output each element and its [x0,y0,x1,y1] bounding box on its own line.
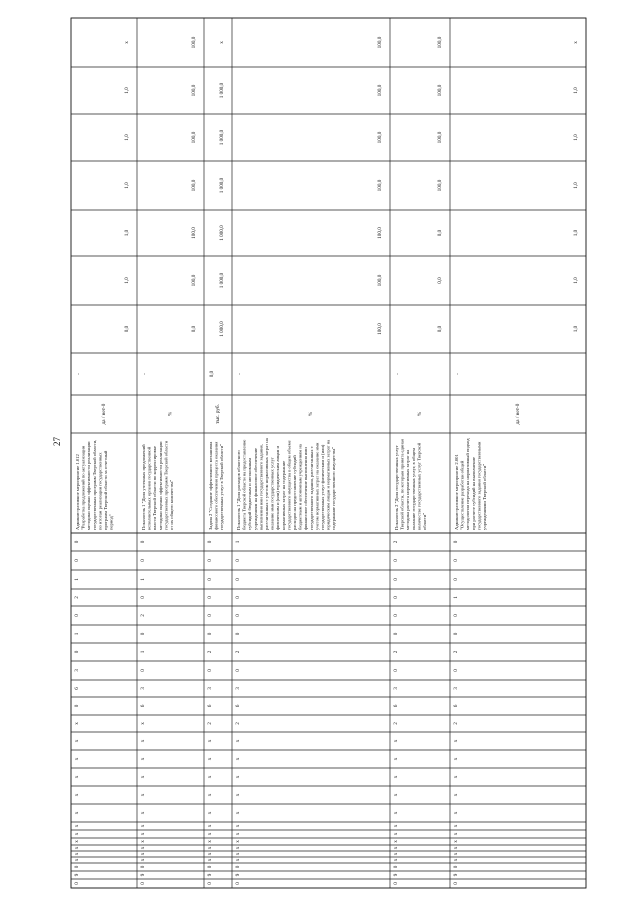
code-cell: 6 [235,704,242,708]
value-cell: 100,0 [437,131,444,144]
row-description: Показатель 2 "Доля государственных услугТверской области, по которым принята единаяметодика расчета нормативных затрат наоказание государственных услуг, в общемколичестве государственных услуг Тверскойобласти" [394,439,427,530]
code-cell: 0 [235,614,242,617]
row-description: Показатель 1 "Доля учтенных предложенийисполнительных органов государственнойвласти Тверской области по корректировкеметодики оценки эффективности реализациигосударственных программ Тверской областиот их общего количества" [141,440,174,530]
code-cell: x [235,846,242,850]
code-cell: x [140,824,147,828]
code-cell: x [453,858,460,862]
value-cell: 100,0 [377,179,384,192]
code-cell: 1 [74,632,81,636]
code-cell: 0 [235,865,242,869]
code-cell: x [207,811,214,815]
code-cell: x [140,858,147,862]
code-cell: 2 [453,722,460,725]
unit-cell: тыс. руб. [215,404,222,424]
value-cell: 100,0 [437,179,444,192]
code-cell: 0 [207,559,214,562]
code-cell: 0 [393,669,400,672]
value-cell: 100,0 [377,84,384,97]
value-cell: 100,0 [191,36,198,49]
code-cell: 0 [74,650,81,654]
code-cell: x [207,858,214,862]
value-cell: 1,0 [124,229,131,237]
unit-cell: % [308,411,315,417]
code-cell: 0 [207,669,214,672]
code-cell: 0 [74,559,81,562]
code-cell: x [393,811,400,815]
row-description: Задача 2 "Создание эффективного механизмафинансового обеспечения процесса оказаниягосударственных услуг в Тверской области" [208,441,225,530]
code-cell: 0 [453,632,460,636]
prev-value-cell: - [237,373,244,375]
code-cell: x [393,739,400,743]
value-cell: 1,0 [124,277,131,284]
code-cell: 0 [74,704,81,708]
code-cell: x [393,840,400,843]
code-cell: 0 [74,614,81,617]
value-cell: 100,0 [377,227,384,239]
code-cell: 0 [140,632,147,636]
code-cell: 0 [453,882,460,885]
code-cell: x [207,832,214,836]
value-cell: 1,0 [573,87,580,94]
code-cell: 1 [140,578,147,581]
code-cell: 0 [74,882,81,885]
value-cell: 0,0 [437,325,444,333]
code-cell: x [235,739,242,743]
prev-value-cell: - [142,373,149,375]
value-cell: x [573,41,580,44]
unit-cell: % [417,411,424,417]
code-cell: x [393,793,400,797]
code-cell: x [453,852,460,856]
prev-value-cell: 0,0 [209,370,216,378]
row-description: Административное мероприятие 2.001"Осуществление разработки общейметодологии перехода на нормативный подходпри расчете субсидий на выполнениегосударственного задания государственнымиучреждениями Тверской области" [454,438,487,530]
value-cell: 100,0 [191,131,198,144]
code-cell: 3 [235,687,242,690]
value-cell: 100,0 [191,84,198,97]
code-cell: x [74,832,81,836]
code-cell: x [140,811,147,815]
value-cell: x [124,41,131,44]
code-cell: 0 [207,540,214,544]
code-cell: 0 [207,882,214,885]
value-cell: 1 000,0 [219,82,226,99]
value-cell: 100,0 [377,323,384,335]
code-cell: 1 [74,578,81,581]
code-cell: 0 [453,540,460,544]
code-cell: 0 [453,578,460,581]
value-cell: 0,0 [124,325,131,333]
code-cell: x [74,840,81,843]
code-cell: x [453,793,460,797]
code-cell: 9 [74,873,81,877]
code-cell: 3 [207,687,214,690]
code-cell: 0 [207,614,214,617]
code-cell: x [140,852,147,856]
code-cell: 0 [140,540,147,544]
code-cell: x [140,840,147,843]
code-cell: 2 [393,650,400,654]
code-cell: 6 [453,704,460,708]
code-cell: 0 [393,596,400,599]
code-cell: x [235,824,242,828]
value-cell: 1 000,0 [219,177,226,194]
code-cell: 0 [235,559,242,562]
code-cell: 6 [393,704,400,708]
code-cell: 2 [235,650,242,654]
code-cell: x [207,824,214,828]
code-cell: x [453,832,460,836]
unit-cell: да / нет-0 [515,403,522,425]
code-cell: 0 [207,632,214,636]
code-cell: 0 [74,865,81,869]
code-cell: x [453,824,460,828]
value-cell: 1,0 [573,182,580,189]
code-cell: 9 [235,873,242,877]
code-cell: 0 [453,614,460,617]
code-cell: 2 [207,650,214,654]
code-cell: x [74,722,81,725]
code-cell: x [74,846,81,850]
code-cell: x [74,811,81,815]
code-cell: 6 [74,687,81,690]
code-cell: x [74,793,81,797]
value-cell: 1 000,0 [219,225,226,241]
prev-value-cell: - [455,373,462,375]
code-cell: 0 [453,669,460,672]
value-cell: x [219,41,226,44]
prev-value-cell: - [395,373,402,375]
code-cell: x [393,846,400,850]
unit-cell: % [167,411,174,417]
code-cell: 2 [74,596,81,599]
code-cell: x [235,793,242,797]
code-cell: 3 [393,687,400,690]
code-cell: 0 [140,669,147,672]
value-cell: 0,0 [437,277,444,284]
value-cell: 100,0 [191,227,198,239]
code-cell: x [207,840,214,843]
row-description: Показатель 1 "Доля расходов областногобюджета Тверской области на предоставлениесубсидий бюджетным и автономнымучреждениям на финансовое обеспечениевыполнения ими государственного задания,рассчитанных с учетом нормативных затрат наоказание ими государственных услугфизическим и (или) юридическим лицам инормативных затрат на содержаниегосударственного имущества в общем объемерасходов на предоставление субсидийбюджетным и автономным учреждениям нафинансовое обеспечение выполнения имигосударственного задания, рассчитанных сучетом нормативных затрат на оказание имигосударственных услуг физическим и (или)юридическим лицам и нормативных затрат насодержание государственного имущества" [236,438,337,530]
value-cell: 0,0 [437,229,444,237]
code-cell: 0 [207,596,214,599]
value-cell: 100,0 [377,274,384,287]
code-cell: x [74,739,81,743]
code-cell: x [140,793,147,797]
value-cell: 0,0 [191,325,198,333]
code-cell: 0 [393,578,400,581]
value-cell: 100,0 [437,84,444,97]
code-cell: 1 [140,650,147,654]
code-cell: 2 [393,722,400,725]
code-cell: x [453,840,460,843]
unit-cell: да / нет-0 [101,403,108,425]
code-cell: 9 [207,873,214,877]
code-cell: x [453,757,460,761]
code-cell: 0 [393,632,400,636]
value-cell: 1,0 [573,277,580,284]
code-cell: x [74,775,81,779]
code-cell: 3 [140,687,147,690]
code-cell: x [235,840,242,843]
value-cell: 1 000,0 [219,272,226,289]
code-cell: 6 [140,704,147,708]
code-cell: x [235,852,242,856]
code-cell: x [140,739,147,743]
code-cell: 2 [235,722,242,725]
code-cell: 0 [393,559,400,562]
code-cell: 1 [235,540,242,544]
code-cell: x [140,846,147,850]
code-cell: x [235,811,242,815]
value-cell: 1,0 [573,325,580,333]
code-cell: x [235,775,242,779]
code-cell: 0 [140,865,147,869]
code-cell: 0 [207,865,214,869]
code-cell: 6 [207,704,214,708]
code-cell: 0 [74,540,81,544]
value-cell: 100,0 [191,179,198,192]
code-cell: 0 [140,596,147,599]
code-cell: x [74,858,81,862]
code-cell: x [140,832,147,836]
code-cell: x [140,722,147,725]
code-cell: 0 [207,578,214,581]
code-cell: 0 [140,882,147,885]
code-cell: 0 [235,669,242,672]
code-cell: 0 [235,882,242,885]
code-cell: x [140,775,147,779]
code-cell: x [235,757,242,761]
code-cell: 0 [235,596,242,599]
code-cell: 3 [453,687,460,690]
page-number: 27 [52,437,62,446]
code-cell: 0 [140,559,147,562]
value-cell: 1 000,0 [219,129,226,146]
code-cell: 2 [207,722,214,725]
code-cell: 9 [393,873,400,877]
code-cell: x [453,775,460,779]
code-cell: 9 [453,873,460,877]
value-cell: 1,0 [124,134,131,141]
prev-value-cell: - [76,373,83,375]
code-cell: x [393,852,400,856]
code-cell: x [393,832,400,836]
code-cell: 2 [453,650,460,654]
code-cell: x [235,858,242,862]
code-cell: x [207,739,214,743]
code-cell: 0 [235,632,242,636]
code-cell: 2 [140,614,147,617]
value-cell: 100,0 [437,36,444,49]
code-cell: x [235,832,242,836]
code-cell: 0 [453,559,460,562]
code-cell: 0 [393,614,400,617]
code-cell: x [453,846,460,850]
value-cell: 1,0 [124,182,131,189]
value-cell: 100,0 [377,131,384,144]
code-cell: x [453,811,460,815]
value-cell: 1,0 [124,87,131,94]
value-cell: 100,0 [377,36,384,49]
code-cell: 2 [393,540,400,544]
code-cell: 1 [453,596,460,599]
value-cell: 1 000,0 [219,321,226,337]
code-cell: 0 [393,882,400,885]
code-cell: x [74,824,81,828]
code-cell: x [393,757,400,761]
code-cell: x [207,793,214,797]
code-cell: x [74,757,81,761]
code-cell: x [74,852,81,856]
code-cell: x [393,775,400,779]
code-cell: 0 [453,865,460,869]
row-description: Административное мероприятие 1.012"Разработка предложений по актуализацииметодики оценки эффективности реализациигосударственных программ Тверской области,по итогам реализации государственныхпрограмм Тверской области за отчетныйпериод" [75,439,114,530]
code-cell: x [207,775,214,779]
code-cell: x [207,852,214,856]
code-cell: x [393,858,400,862]
code-cell: x [393,824,400,828]
code-cell: 0 [235,578,242,581]
code-cell: x [207,757,214,761]
code-cell: 3 [74,669,81,672]
code-cell: x [453,739,460,743]
value-cell: 1,0 [573,229,580,237]
value-cell: 100,0 [191,274,198,287]
code-cell: x [207,846,214,850]
code-cell: x [140,757,147,761]
value-cell: 1,0 [573,134,580,141]
code-cell: 9 [140,873,147,877]
code-cell: 0 [393,865,400,869]
